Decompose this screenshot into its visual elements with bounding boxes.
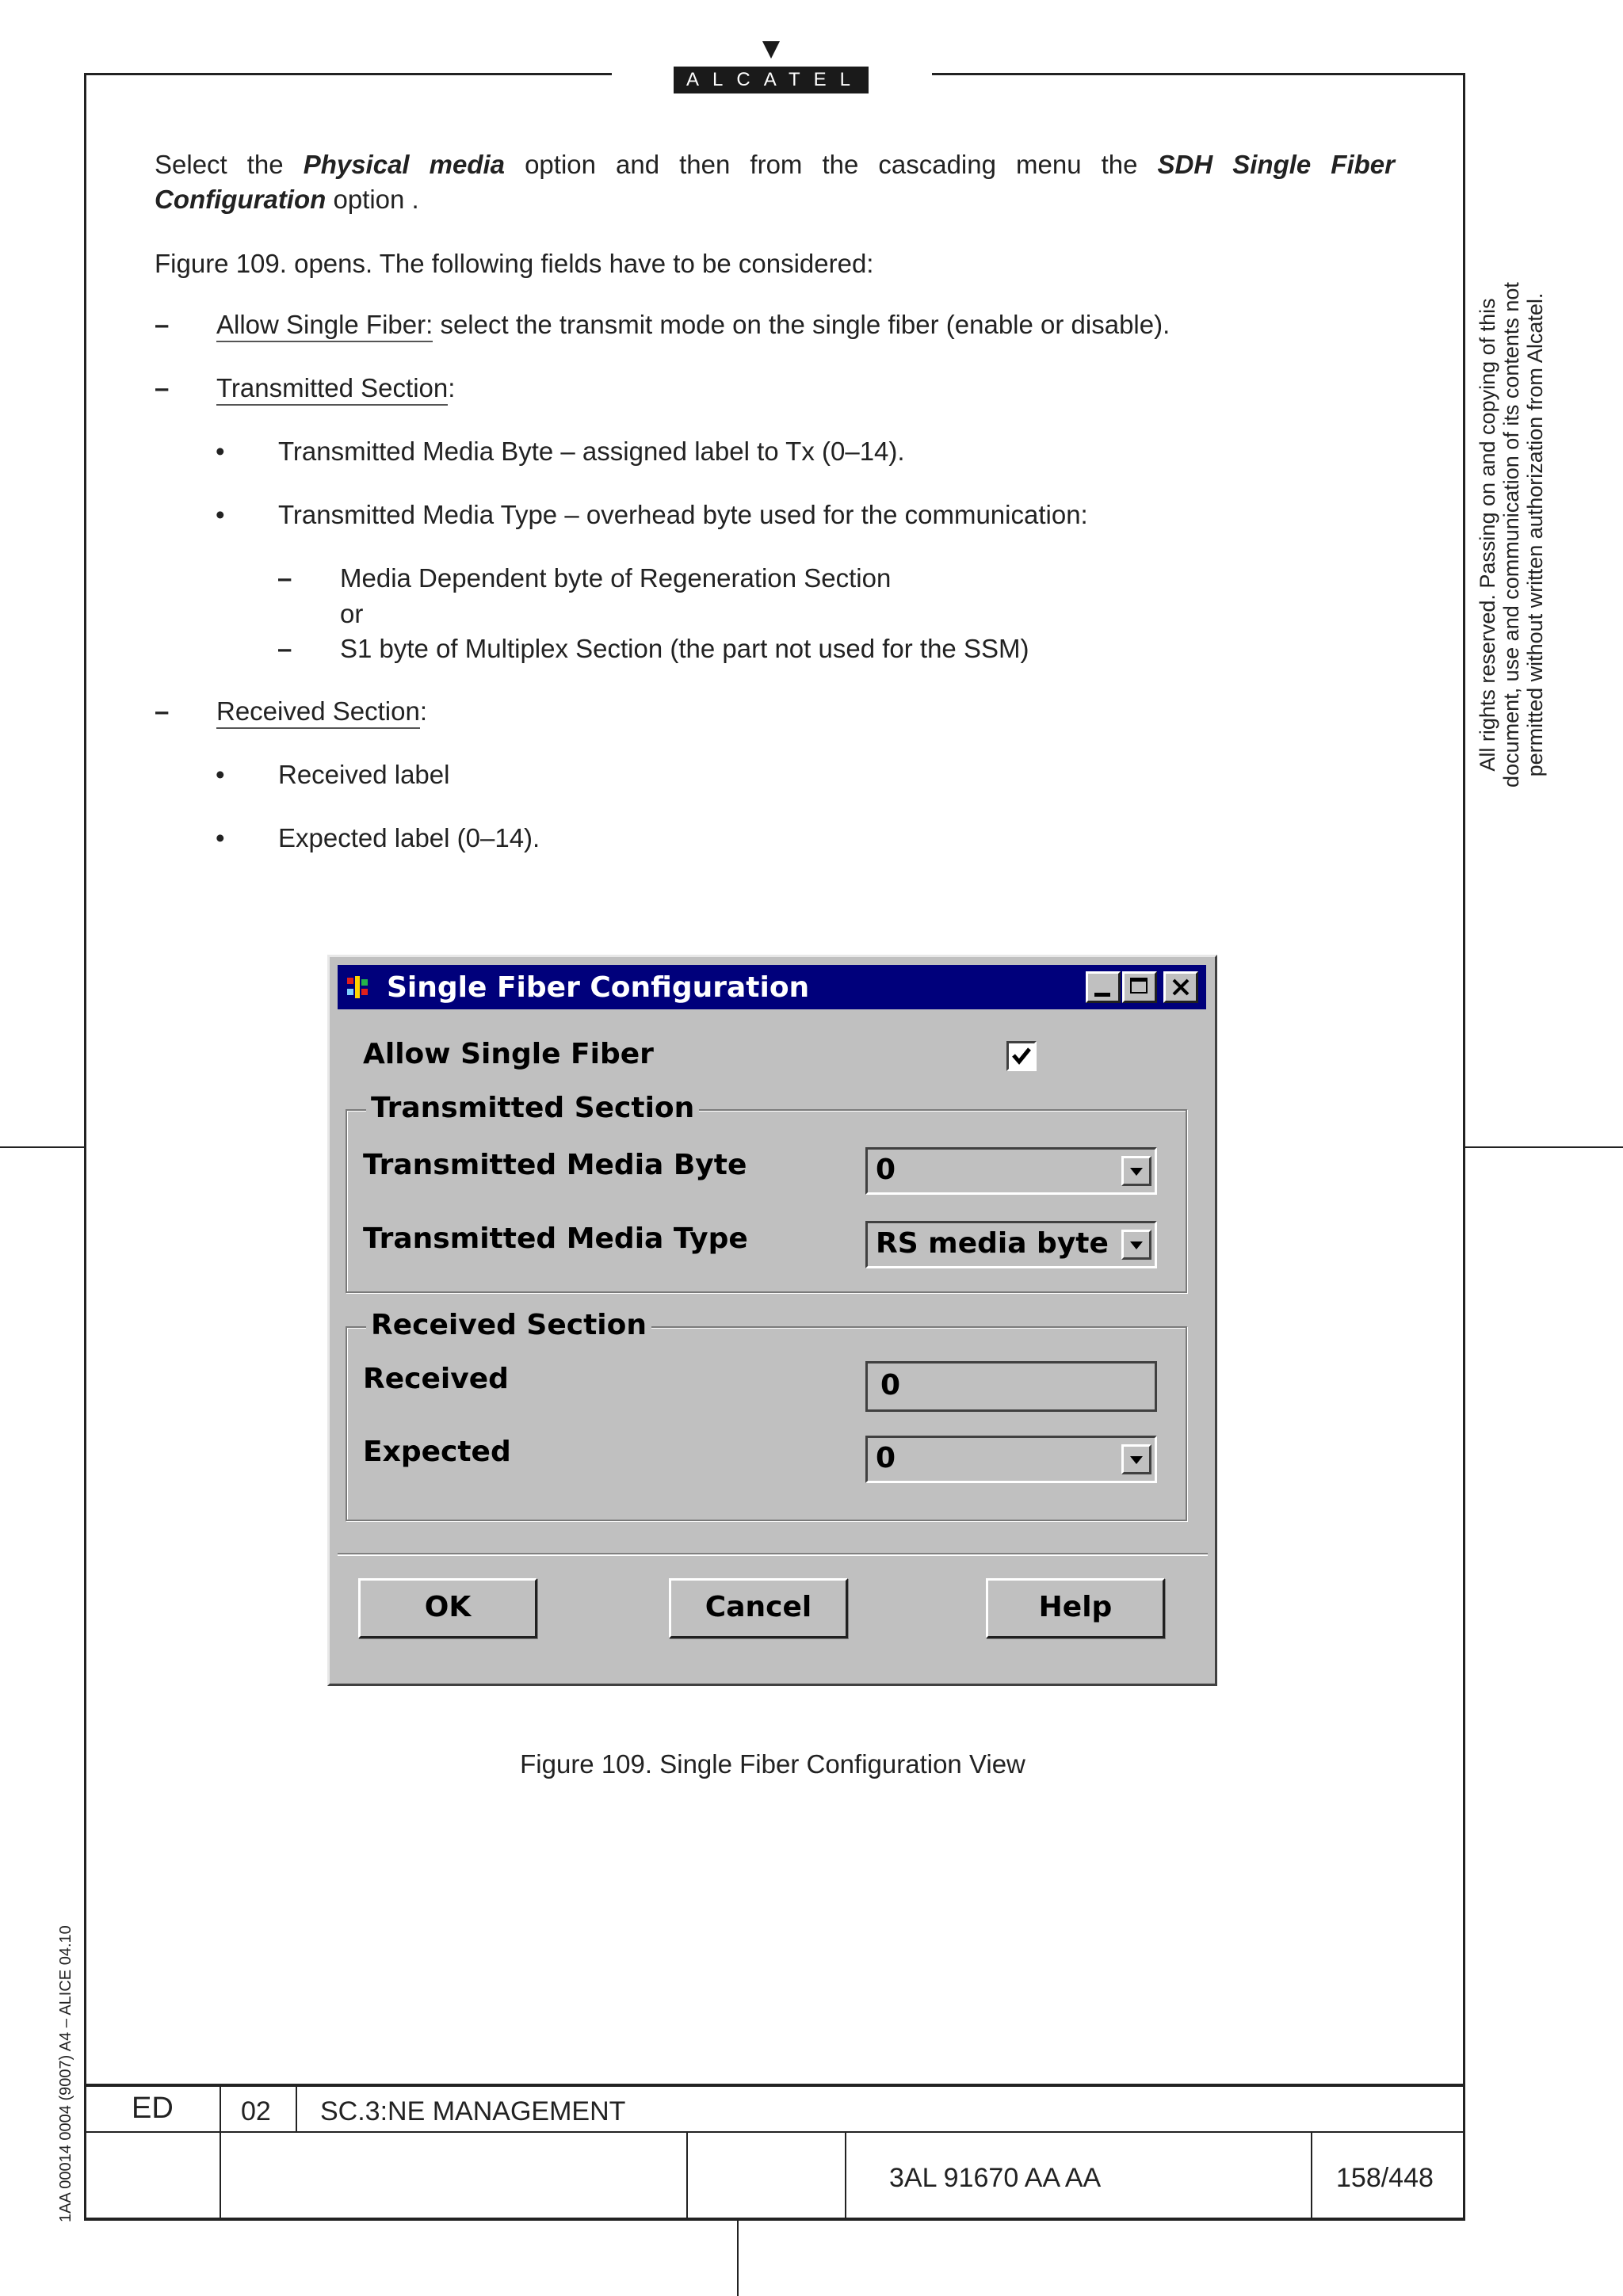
allow-single-fiber-label: Allow Single Fiber [363, 1038, 654, 1070]
tx-media-byte-select[interactable] [865, 1147, 1157, 1195]
alcatel-logo: ALCATEL [674, 67, 869, 93]
received-label-item: Received label [278, 760, 450, 789]
list-dash: – [155, 373, 170, 402]
chevron-down-icon [1130, 1456, 1143, 1464]
footer-bottom-line [84, 2218, 1465, 2221]
list-bullet: • [216, 760, 225, 789]
dialog-titlebar[interactable] [338, 965, 1206, 1009]
footer-divider [296, 2084, 297, 2133]
received-field [865, 1361, 1157, 1412]
dialog-title: Single Fiber Configuration [387, 971, 810, 1004]
footer-divider [686, 2131, 688, 2220]
ed-label: ED [132, 2092, 174, 2125]
received-label: Received [363, 1363, 509, 1395]
received-section-group [346, 1326, 1187, 1521]
footer-divider [1311, 2131, 1312, 2220]
single-fiber-dialog [327, 955, 1217, 1686]
intro-paragraph [155, 147, 1395, 217]
colon: : [448, 373, 456, 402]
margin-mark-right [1465, 1146, 1623, 1148]
button-separator [338, 1553, 1208, 1556]
logo-triangle-icon [762, 41, 780, 59]
list-bullet: • [216, 500, 225, 529]
received-value: 0 [880, 1369, 901, 1402]
close-button[interactable] [1163, 971, 1198, 1003]
expected-select[interactable] [865, 1436, 1157, 1483]
form-code: 1AA 00014 0004 (9007) A4 – ALICE 04.10 [57, 1925, 74, 2222]
transmitted-section-term: Transmitted Section [216, 373, 448, 406]
tx-media-type-value: RS media byte [876, 1227, 1109, 1260]
list-dash: – [155, 696, 170, 726]
tx-media-type-label: Transmitted Media Type [363, 1222, 748, 1255]
s1-byte-item: S1 byte of Multiplex Section (the part not used for the SSM) [340, 634, 1029, 663]
chevron-down-icon [1130, 1241, 1143, 1249]
cancel-button[interactable]: Cancel [669, 1578, 848, 1638]
maximize-icon [1130, 978, 1148, 994]
figure-intro-paragraph: Figure 109. opens. The following fields have to be considered: [155, 249, 874, 278]
help-button[interactable]: Help [986, 1578, 1165, 1638]
list-dash: – [277, 634, 292, 663]
figure-caption: Figure 109. Single Fiber Configuration View [520, 1749, 1025, 1779]
frame-top-left [84, 73, 612, 75]
received-section-term: Received Section [216, 696, 420, 729]
received-section-title: Received Section [366, 1309, 651, 1341]
dropdown-button[interactable] [1121, 1230, 1151, 1260]
physical-media-term: Physical media [303, 150, 506, 179]
transmitted-section-title: Transmitted Section [366, 1092, 699, 1124]
footer-mid-line [84, 2131, 1465, 2133]
section-title: SC.3:NE MANAGEMENT [320, 2096, 626, 2126]
ok-button[interactable]: OK [358, 1578, 537, 1638]
tx-media-type-item: Transmitted Media Type – overhead byte used for the communication: [278, 500, 1088, 529]
expected-value: 0 [876, 1442, 896, 1474]
list-bullet: • [216, 823, 225, 852]
list-dash: – [155, 310, 170, 339]
received-section-item [216, 696, 427, 727]
center-cut-mark [737, 2220, 739, 2296]
chevron-down-icon [1130, 1168, 1143, 1176]
footer-top-line [84, 2084, 1465, 2087]
page-number: 158/448 [1336, 2163, 1434, 2193]
document-code: 3AL 91670 AA AA [889, 2163, 1102, 2193]
ed-value: 02 [241, 2096, 271, 2126]
expected-label-item: Expected label (0–14). [278, 823, 540, 852]
intro-text-1: Select the [155, 150, 304, 179]
colon: : [419, 696, 427, 726]
tx-media-byte-value: 0 [876, 1154, 896, 1186]
margin-mark-left [0, 1146, 84, 1148]
allow-single-fiber-term: Allow Single Fiber: [216, 310, 433, 342]
allow-single-fiber-checkbox[interactable] [1006, 1041, 1037, 1071]
transmitted-section-item [216, 373, 455, 403]
frame-left [84, 73, 86, 2220]
tx-media-type-select[interactable] [865, 1221, 1157, 1268]
tx-media-byte-item: Transmitted Media Byte – assigned label to Tx (0–14). [278, 437, 905, 466]
or-text: or [340, 599, 364, 628]
allow-single-fiber-item [216, 310, 1170, 340]
close-icon [1171, 978, 1190, 997]
list-dash: – [277, 563, 292, 593]
dropdown-button[interactable] [1121, 1156, 1151, 1186]
tx-media-byte-label: Transmitted Media Byte [363, 1149, 747, 1181]
sdh-single-fiber-term: SDH Single Fiber Configuration [155, 150, 1395, 214]
expected-label: Expected [363, 1436, 511, 1468]
dropdown-button[interactable] [1121, 1444, 1151, 1474]
check-icon [1009, 1043, 1034, 1069]
media-dependent-item: Media Dependent byte of Regeneration Section [340, 563, 892, 593]
minimize-button[interactable] [1086, 971, 1121, 1003]
allow-single-fiber-desc: select the transmit mode on the single fiber (enable or disable). [433, 310, 1170, 339]
footer-divider [845, 2131, 846, 2220]
intro-text-3: option . [326, 185, 419, 214]
copyright-note: All rights reserved. Passing on and copying of this document, use and communication of its contents not permitted without written authorization from Alcatel. [1476, 282, 1547, 788]
app-icon [346, 974, 374, 1000]
footer-divider [220, 2084, 221, 2220]
list-bullet: • [216, 437, 225, 466]
frame-top-right [932, 73, 1465, 75]
maximize-button[interactable] [1122, 971, 1157, 1003]
intro-text-2: option and then from the cascading menu the [505, 150, 1158, 179]
minimize-icon [1094, 993, 1110, 997]
